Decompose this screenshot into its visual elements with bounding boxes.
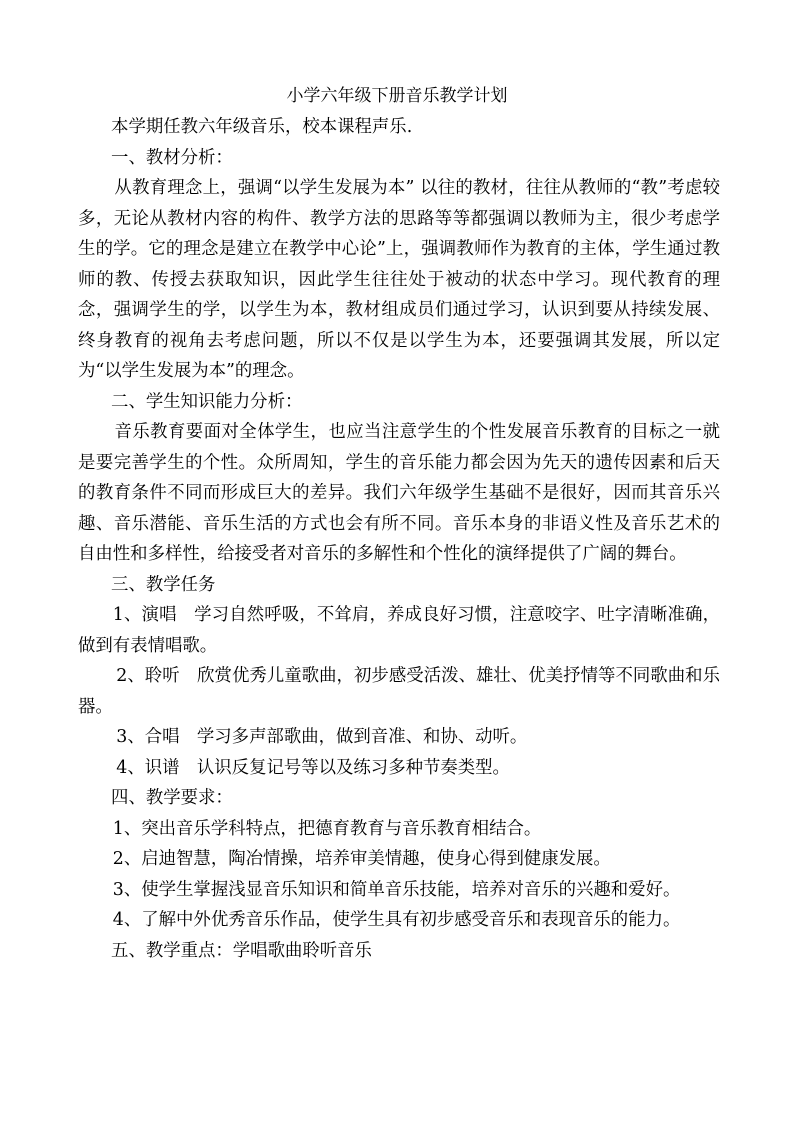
document-title: 小学六年级下册音乐教学计划 xyxy=(286,86,508,106)
section-1-heading: 一、教材分析： xyxy=(111,147,233,168)
section-1-paragraph: 从教育理念上，强调“以学生发展为本” 以往的教材，往往从教师的“教”考虑较多，无论从教材内容的构件、教学方法的思路等等都强调以教师为主，很少考虑学生的学。它的理念是建立在教学中心论”上，强调教师作为教育的主体，学生通过教师的教、传授去获取知识，因此学生往往处于被动的状态中学习。现代教育的理念，强调学生的学，以学生为本，教材组成员们通过学习，认识到要从持续发展、终身教育的视角去考虑问题，所以不仅是以学生为本，还要强调其发展，所以定为“以学生发展为本”的理念。 xyxy=(78,178,720,381)
task-item-listen: 2、聆听 欣赏优秀儿童歌曲，初步感受活泼、雄壮、优美抒情等不同歌曲和乐器。 xyxy=(78,666,720,717)
requirement-item-2: 2、启迪智慧，陶冶情操，培养审美情趣，使身心得到健康发展。 xyxy=(112,849,611,869)
document-body xyxy=(78,112,720,966)
section-2-heading: 二、学生知识能力分析： xyxy=(111,391,303,412)
intro-text: 本学期任教六年级音乐，校本课程声乐. xyxy=(111,117,413,137)
task-item-sing: 1、演唱 学习自然呼吸，不耸肩，养成良好习惯，注意咬字、吐字清晰准确，做到有表情唱歌。 xyxy=(78,605,720,656)
section-2-paragraph: 音乐教育要面对全体学生，也应当注意学生的个性发展音乐教育的目标之一就是要完善学生的个性。众所周知，学生的音乐能力都会因为先天的遗传因素和后天的教育条件不同而形成巨大的差异。我们六年级学生基础不是很好，因而其音乐兴趣、音乐潜能、音乐生活的方式也会有所不同。音乐本身的非语义性及音乐艺术的自由性和多样性，给接受者对音乐的多解性和个性化的演绎提供了广阔的舞台。 xyxy=(78,422,720,564)
section-5-heading: 五、教学重点：学唱歌曲聆听音乐 xyxy=(111,940,372,961)
section-3-heading: 三、教学任务 xyxy=(111,574,216,595)
requirement-item-3: 3、使学生掌握浅显音乐知识和简单音乐技能，培养对音乐的兴趣和爱好。 xyxy=(112,879,681,900)
task-item-notation: 4、识谱 认识反复记号等以及练习多种节奏类型。 xyxy=(116,757,510,778)
requirement-item-1: 1、突出音乐学科特点，把德育教育与音乐教育相结合。 xyxy=(112,818,542,839)
task-item-chorus: 3、合唱 学习多声部歌曲，做到音准、和协、动听。 xyxy=(116,727,528,747)
requirement-item-4: 4、了解中外优秀音乐作品，使学生具有初步感受音乐和表现音乐的能力。 xyxy=(112,910,681,930)
section-4-heading: 四、教学要求： xyxy=(111,788,233,808)
